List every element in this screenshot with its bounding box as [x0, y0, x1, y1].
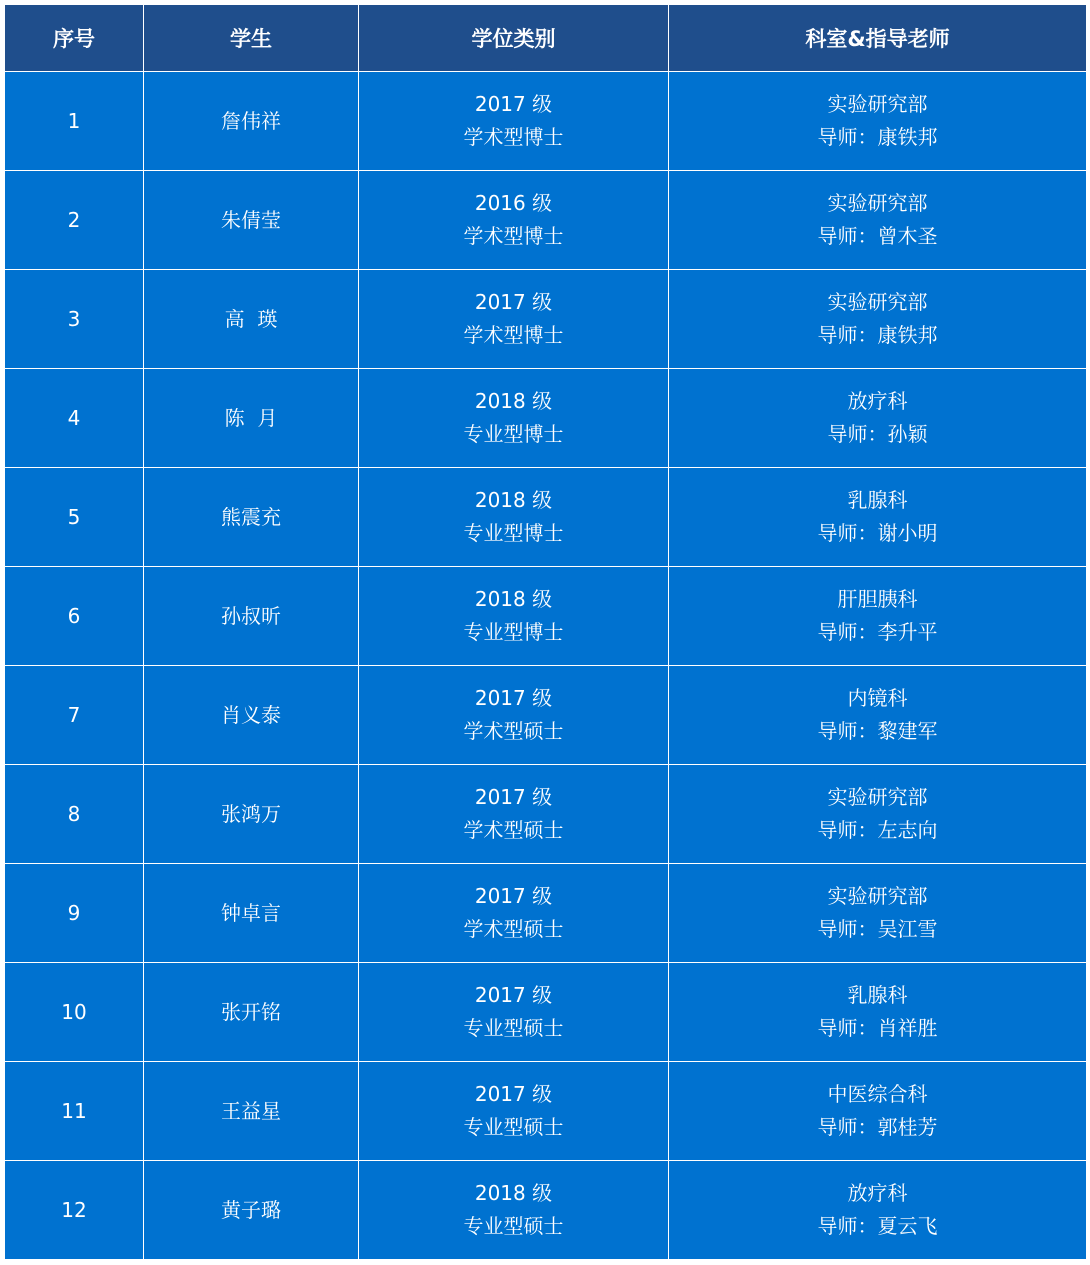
table-row	[5, 963, 1087, 1062]
advisor-name: 导师：左志向	[817, 818, 938, 842]
advisor-name: 导师：康铁邦	[817, 125, 938, 149]
row-index: 4	[5, 369, 144, 468]
degree-cell	[359, 864, 669, 963]
grade-label: 2017 级	[474, 290, 553, 314]
row-index: 2	[5, 171, 144, 270]
grade-label: 2018 级	[474, 1181, 553, 1205]
degree-type: 学术型硕士	[463, 917, 564, 941]
table-row	[5, 567, 1087, 666]
degree-type: 学术型博士	[463, 224, 564, 248]
department-name: 内镜科	[847, 686, 908, 710]
degree-type: 专业型博士	[463, 620, 564, 644]
department-name: 实验研究部	[827, 884, 928, 908]
table-row	[5, 1062, 1087, 1161]
department-name: 放疗科	[847, 1181, 908, 1205]
header-row	[5, 5, 1087, 72]
department-cell	[669, 765, 1087, 864]
degree-cell	[359, 72, 669, 171]
row-index: 12	[5, 1161, 144, 1260]
table-row	[5, 864, 1087, 963]
department-name: 实验研究部	[827, 191, 928, 215]
degree-type: 学术型硕士	[463, 818, 564, 842]
grade-label: 2018 级	[474, 587, 553, 611]
student-name: 陈 月	[144, 369, 359, 468]
degree-cell	[359, 567, 669, 666]
department-cell	[669, 1062, 1087, 1161]
row-index: 8	[5, 765, 144, 864]
advisor-name: 导师：谢小明	[817, 521, 938, 545]
department-cell	[669, 963, 1087, 1062]
row-index: 1	[5, 72, 144, 171]
degree-cell	[359, 1161, 669, 1260]
degree-type: 专业型硕士	[463, 1016, 564, 1040]
degree-type: 学术型博士	[463, 323, 564, 347]
header-student: 学生	[144, 5, 359, 72]
grade-label: 2017 级	[474, 983, 553, 1007]
table-body	[5, 72, 1087, 1260]
department-cell	[669, 369, 1087, 468]
degree-cell	[359, 270, 669, 369]
student-name: 詹伟祥	[144, 72, 359, 171]
degree-type: 专业型硕士	[463, 1115, 564, 1139]
department-cell	[669, 666, 1087, 765]
department-name: 乳腺科	[847, 983, 908, 1007]
grade-label: 2017 级	[474, 1082, 553, 1106]
table-row	[5, 270, 1087, 369]
row-index: 9	[5, 864, 144, 963]
row-index: 10	[5, 963, 144, 1062]
degree-type: 学术型博士	[463, 125, 564, 149]
advisor-name: 导师：曾木圣	[817, 224, 938, 248]
department-name: 乳腺科	[847, 488, 908, 512]
degree-cell	[359, 468, 669, 567]
row-index: 3	[5, 270, 144, 369]
department-cell	[669, 171, 1087, 270]
header-department: 科室&指导老师	[669, 5, 1087, 72]
advisor-name: 导师：黎建军	[817, 719, 938, 743]
degree-cell	[359, 1062, 669, 1161]
degree-cell	[359, 171, 669, 270]
degree-cell	[359, 369, 669, 468]
table-row	[5, 369, 1087, 468]
department-name: 实验研究部	[827, 290, 928, 314]
student-name: 熊震充	[144, 468, 359, 567]
department-cell	[669, 270, 1087, 369]
department-cell	[669, 864, 1087, 963]
student-name: 王益星	[144, 1062, 359, 1161]
degree-cell	[359, 963, 669, 1062]
header-index: 序号	[5, 5, 144, 72]
department-cell	[669, 567, 1087, 666]
student-table-container	[4, 4, 1086, 1260]
grade-label: 2018 级	[474, 389, 553, 413]
student-name: 黄子璐	[144, 1161, 359, 1260]
student-table	[4, 4, 1087, 1260]
table-row	[5, 666, 1087, 765]
student-name: 张鸿万	[144, 765, 359, 864]
grade-label: 2018 级	[474, 488, 553, 512]
student-name: 钟卓言	[144, 864, 359, 963]
department-cell	[669, 1161, 1087, 1260]
grade-label: 2017 级	[474, 884, 553, 908]
table-row	[5, 72, 1087, 171]
student-name: 张开铭	[144, 963, 359, 1062]
student-name: 朱倩莹	[144, 171, 359, 270]
advisor-name: 导师：康铁邦	[817, 323, 938, 347]
degree-cell	[359, 666, 669, 765]
row-index: 6	[5, 567, 144, 666]
department-name: 肝胆胰科	[837, 587, 918, 611]
table-header	[5, 5, 1087, 72]
table-row	[5, 171, 1087, 270]
student-name: 孙叔昕	[144, 567, 359, 666]
row-index: 11	[5, 1062, 144, 1161]
header-degree: 学位类别	[359, 5, 669, 72]
table-row	[5, 1161, 1087, 1260]
advisor-name: 导师：郭桂芳	[817, 1115, 938, 1139]
department-name: 实验研究部	[827, 785, 928, 809]
grade-label: 2016 级	[474, 191, 553, 215]
department-name: 放疗科	[847, 389, 908, 413]
advisor-name: 导师：李升平	[817, 620, 938, 644]
student-name: 肖义泰	[144, 666, 359, 765]
department-cell	[669, 72, 1087, 171]
grade-label: 2017 级	[474, 686, 553, 710]
grade-label: 2017 级	[474, 92, 553, 116]
table-row	[5, 468, 1087, 567]
advisor-name: 导师：孙颖	[827, 422, 928, 446]
degree-type: 学术型硕士	[463, 719, 564, 743]
degree-type: 专业型博士	[463, 422, 564, 446]
degree-cell	[359, 765, 669, 864]
department-cell	[669, 468, 1087, 567]
department-name: 中医综合科	[827, 1082, 928, 1106]
advisor-name: 导师：吴江雪	[817, 917, 938, 941]
row-index: 7	[5, 666, 144, 765]
advisor-name: 导师：夏云飞	[817, 1214, 938, 1238]
row-index: 5	[5, 468, 144, 567]
advisor-name: 导师：肖祥胜	[817, 1016, 938, 1040]
department-name: 实验研究部	[827, 92, 928, 116]
degree-type: 专业型硕士	[463, 1214, 564, 1238]
student-name: 高 瑛	[144, 270, 359, 369]
table-row	[5, 765, 1087, 864]
degree-type: 专业型博士	[463, 521, 564, 545]
grade-label: 2017 级	[474, 785, 553, 809]
